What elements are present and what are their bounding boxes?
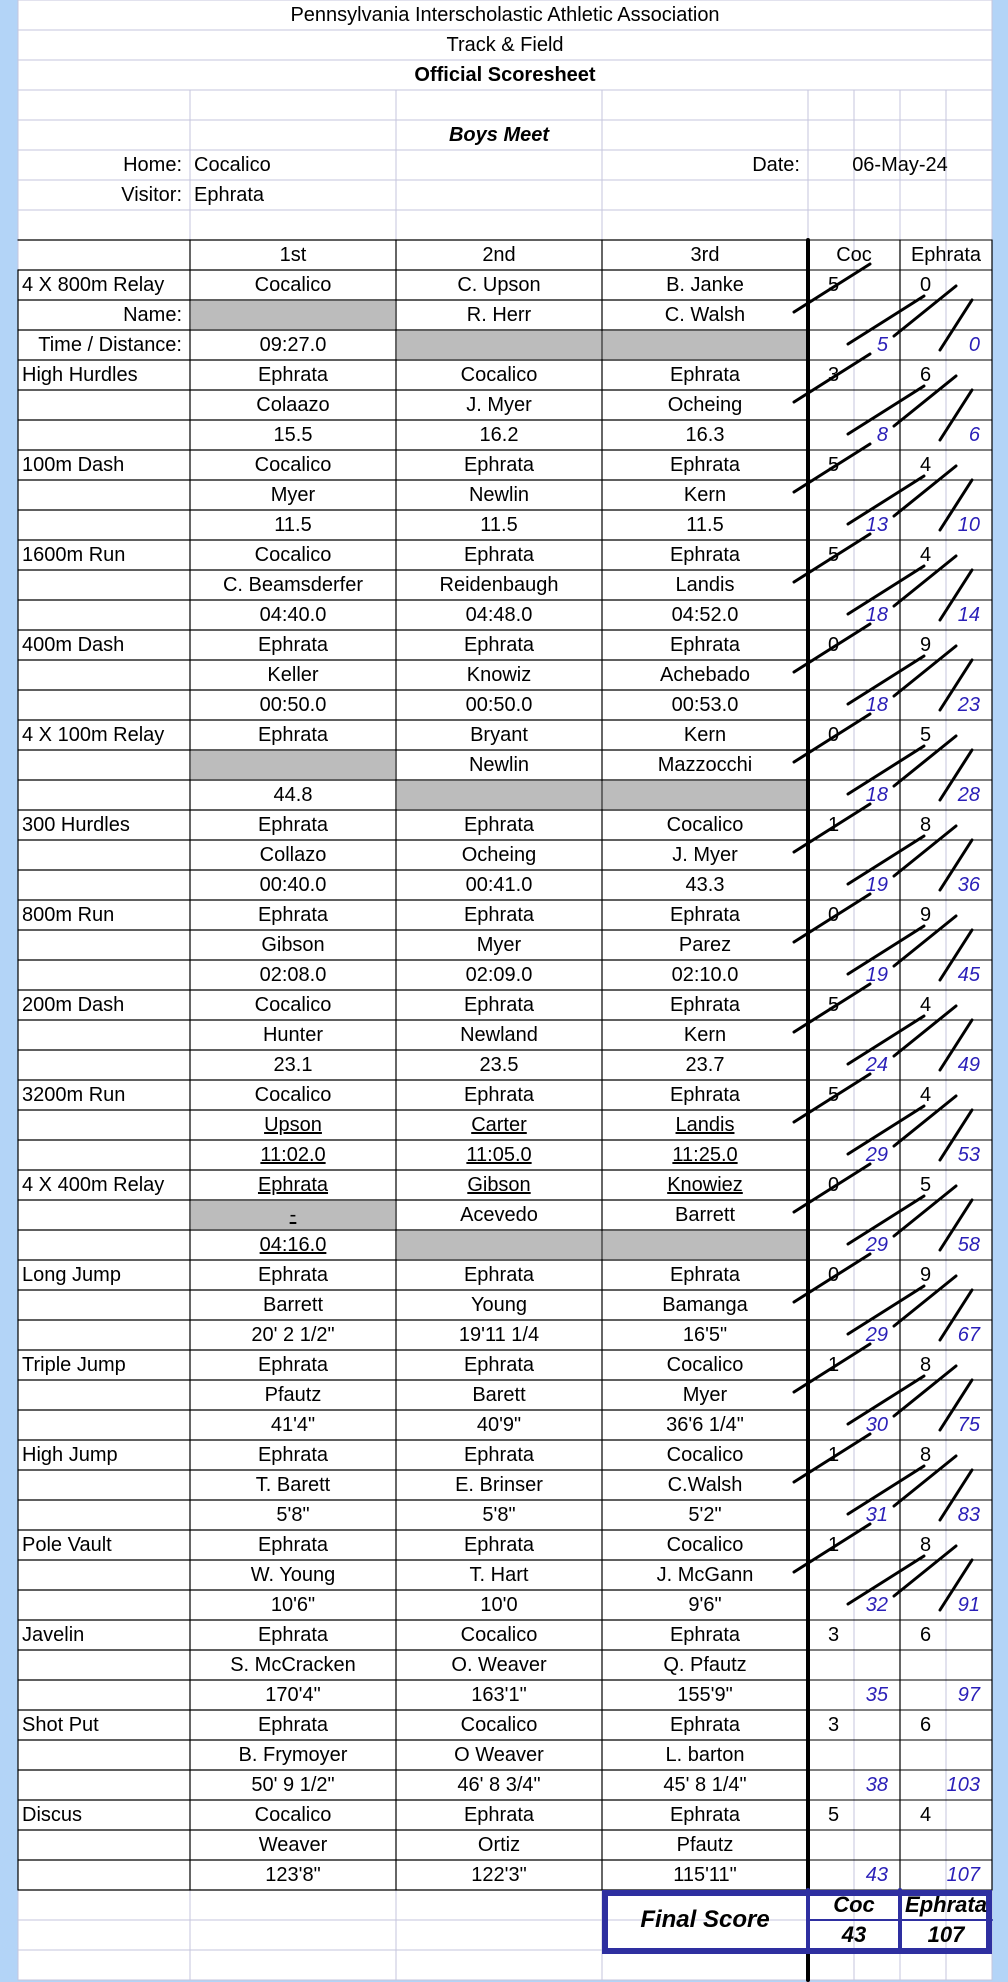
coc-event-points: 5 [828, 1083, 840, 1106]
result-name: Knowiz [466, 663, 532, 686]
result-name: Colaazo [256, 393, 330, 416]
result-team: Ephrata [669, 1803, 741, 1826]
result-name: R. Herr [466, 303, 532, 326]
result-team: Knowiez [667, 1173, 743, 1196]
result-name: W. Young [250, 1563, 336, 1586]
eph-event-points: 8 [920, 1353, 932, 1376]
col-header-third: 3rd [690, 243, 720, 266]
sport-title: Track & Field [446, 33, 564, 56]
result-mark: 11.5 [480, 513, 518, 536]
result-name: Gibson [261, 933, 325, 956]
eph-running-total: 58 [957, 1233, 980, 1256]
result-mark: 163'1" [471, 1683, 527, 1706]
result-name: O Weaver [454, 1743, 544, 1766]
result-name: C. Walsh [664, 303, 746, 326]
result-name: Myer [476, 933, 522, 956]
result-name: Ortiz [477, 1833, 521, 1856]
result-name: Barett [472, 1383, 526, 1406]
eph-event-points: 8 [920, 1533, 932, 1556]
result-team: Ephrata [669, 1713, 741, 1736]
result-team: Ephrata [669, 1263, 741, 1286]
eph-running-total: 45 [957, 963, 980, 986]
eph-event-points: 4 [920, 993, 932, 1016]
eph-running-total: 67 [957, 1323, 980, 1346]
result-mark: 40'9" [476, 1413, 522, 1436]
result-team: Ephrata [669, 543, 741, 566]
event-name: 400m Dash [22, 633, 125, 656]
result-team: Ephrata [669, 453, 741, 476]
result-mark: 19'11 1/4 [458, 1323, 540, 1346]
result-name: T. Barett [255, 1473, 331, 1496]
event-name: Discus [22, 1803, 83, 1826]
result-name: Achebado [659, 663, 751, 686]
eph-event-points: 9 [920, 633, 932, 656]
result-mark: 16.2 [479, 423, 519, 446]
eph-running-total: 49 [957, 1053, 980, 1076]
final-score-label: Final Score [640, 1906, 770, 1933]
result-mark: 10'6" [270, 1593, 316, 1616]
result-name: Collazo [259, 843, 327, 866]
coc-running-total: 35 [865, 1683, 888, 1706]
coc-running-total: 13 [865, 513, 888, 536]
result-team: Ephrata [669, 903, 741, 926]
result-team: Ephrata [257, 1713, 329, 1736]
result-name: Newlin [468, 753, 530, 776]
result-mark: 50' 9 1/2" [251, 1773, 335, 1796]
result-mark: 00:53.0 [671, 693, 739, 716]
result-mark [602, 330, 808, 360]
result-name: Reidenbaugh [439, 573, 559, 596]
coc-event-points: 5 [828, 273, 840, 296]
result-team: Ephrata [257, 1533, 329, 1556]
result-name: Barrett [674, 1203, 736, 1226]
result-team: Cocalico [460, 1713, 538, 1736]
eph-event-points: 5 [920, 1173, 932, 1196]
result-name: Hunter [262, 1023, 324, 1046]
result-mark: 43.3 [685, 873, 725, 896]
result-name: Myer [270, 483, 316, 506]
coc-event-points: 1 [828, 1443, 840, 1466]
result-name: Newlin [468, 483, 530, 506]
result-team: Ephrata [257, 363, 329, 386]
result-team: C. Upson [457, 273, 541, 296]
eph-running-total: 14 [957, 603, 980, 626]
time-row-label: Time / Distance: [38, 333, 182, 356]
result-name: C.Walsh [667, 1473, 743, 1496]
result-mark: 04:52.0 [671, 603, 739, 626]
event-name: 100m Dash [22, 453, 125, 476]
eph-running-total: 10 [957, 513, 980, 536]
coc-event-points: 5 [828, 993, 840, 1016]
result-mark: 11:25.0 [672, 1143, 738, 1166]
final-coc-score: 43 [841, 1922, 867, 1947]
eph-running-total: 23 [957, 693, 980, 716]
result-team: Ephrata [463, 1533, 535, 1556]
coc-running-total: 5 [876, 333, 888, 356]
result-mark: 170'4" [265, 1683, 321, 1706]
eph-event-points: 6 [920, 1713, 932, 1736]
date-value: 06-May-24 [852, 153, 948, 176]
result-mark: 02:08.0 [259, 963, 327, 986]
result-mark: 5'8" [276, 1503, 310, 1526]
result-mark: 10'0 [480, 1593, 518, 1616]
result-name: Acevedo [460, 1203, 538, 1226]
eph-running-total: 107 [946, 1863, 980, 1886]
result-mark: 04:16.0 [259, 1233, 327, 1256]
result-team: Ephrata [257, 723, 329, 746]
eph-event-points: 0 [920, 273, 932, 296]
coc-event-points: 5 [828, 453, 840, 476]
visitor-label: Visitor: [121, 183, 182, 206]
result-mark [602, 780, 808, 810]
coc-running-total: 19 [865, 873, 888, 896]
eph-event-points: 9 [920, 1263, 932, 1286]
result-team: Ephrata [257, 903, 329, 926]
coc-event-points: 5 [828, 543, 840, 566]
final-eph-score: 107 [927, 1922, 965, 1947]
result-team: Cocalico [460, 363, 538, 386]
result-team: Kern [683, 723, 727, 746]
coc-running-total: 19 [865, 963, 888, 986]
eph-running-total: 36 [957, 873, 980, 896]
result-team: Cocalico [460, 1623, 538, 1646]
eph-event-points: 8 [920, 813, 932, 836]
home-label: Home: [123, 153, 182, 176]
result-mark: 36'6 1/4" [666, 1413, 744, 1436]
result-name: Pfautz [676, 1833, 734, 1856]
eph-running-total: 103 [946, 1773, 980, 1796]
result-name: Pfautz [264, 1383, 322, 1406]
eph-running-total: 6 [968, 423, 980, 446]
result-mark: 5'8" [482, 1503, 516, 1526]
result-mark: 02:10.0 [671, 963, 739, 986]
event-name: 800m Run [22, 903, 115, 926]
result-name: Parez [678, 933, 732, 956]
result-mark: 5'2" [688, 1503, 722, 1526]
result-team: Ephrata [463, 633, 535, 656]
result-name: Landis [675, 573, 735, 596]
result-mark [602, 1230, 808, 1260]
coc-running-total: 18 [865, 603, 888, 626]
result-mark: 00:50.0 [259, 693, 327, 716]
result-team: Ephrata [463, 453, 535, 476]
event-name: High Hurdles [22, 363, 138, 386]
meet-type: Boys Meet [448, 123, 550, 146]
result-name: L. barton [665, 1743, 745, 1766]
result-team: Ephrata [257, 1623, 329, 1646]
result-mark: 02:09.0 [465, 963, 533, 986]
result-mark: 46' 8 3/4" [457, 1773, 541, 1796]
coc-running-total: 24 [865, 1053, 888, 1076]
result-name: Young [471, 1293, 527, 1316]
coc-running-total: 8 [876, 423, 888, 446]
result-mark: 123'8" [265, 1863, 321, 1886]
result-name: Ocheing [667, 393, 743, 416]
result-mark: 09:27.0 [259, 333, 327, 356]
result-mark: 00:40.0 [259, 873, 327, 896]
result-team: Ephrata [463, 1353, 535, 1376]
result-name: O. Weaver [451, 1653, 547, 1676]
result-mark: 41'4" [270, 1413, 316, 1436]
result-team: Cocalico [666, 1443, 744, 1466]
eph-running-total: 83 [957, 1503, 980, 1526]
result-name: Kern [683, 1023, 727, 1046]
eph-event-points: 9 [920, 903, 932, 926]
association-title: Pennsylvania Interscholastic Athletic Association [290, 3, 720, 26]
result-name: Q. Pfautz [663, 1653, 747, 1676]
name-row-label: Name: [123, 303, 182, 326]
result-name: J. McGann [656, 1563, 754, 1586]
result-mark: 11:05.0 [466, 1143, 532, 1166]
result-team: Ephrata [257, 813, 329, 836]
result-mark: 11.5 [686, 513, 724, 536]
result-team: Ephrata [463, 813, 535, 836]
col-header-second: 2nd [482, 243, 516, 266]
result-team: Cocalico [254, 453, 332, 476]
result-mark: 16'5" [682, 1323, 728, 1346]
final-coc-abbr: Coc [833, 1892, 875, 1917]
visitor-team: Ephrata [194, 183, 265, 206]
eph-event-points: 4 [920, 1083, 932, 1106]
coc-running-total: 32 [865, 1593, 888, 1616]
result-name: Ocheing [461, 843, 537, 866]
date-label: Date: [752, 153, 800, 176]
event-name: Shot Put [22, 1713, 99, 1736]
event-name: Pole Vault [22, 1533, 112, 1556]
coc-event-points: 0 [828, 1173, 840, 1196]
coc-event-points: 0 [828, 1263, 840, 1286]
result-name: Bamanga [662, 1293, 748, 1316]
result-name: Barrett [262, 1293, 324, 1316]
event-name: 1600m Run [22, 543, 126, 566]
result-team: B. Janke [666, 273, 744, 296]
eph-running-total: 28 [957, 783, 980, 806]
event-name: Javelin [22, 1623, 85, 1646]
result-name: Mazzocchi [657, 753, 753, 776]
eph-running-total: 97 [957, 1683, 980, 1706]
result-team: Cocalico [254, 1083, 332, 1106]
event-name: 4 X 400m Relay [22, 1173, 165, 1196]
result-mark: 11:02.0 [260, 1143, 326, 1166]
result-team: Ephrata [257, 1263, 329, 1286]
result-team: Ephrata [669, 363, 741, 386]
result-mark: 23.5 [479, 1053, 519, 1076]
col-header-first: 1st [279, 243, 307, 266]
result-mark: 44.8 [273, 783, 313, 806]
result-name: Newland [460, 1023, 538, 1046]
coc-event-points: 3 [828, 1623, 840, 1646]
coc-event-points: 5 [828, 1803, 840, 1826]
result-mark [396, 1230, 602, 1260]
result-name [190, 300, 396, 330]
coc-running-total: 18 [865, 783, 888, 806]
result-name: - [289, 1203, 297, 1226]
eph-event-points: 5 [920, 723, 932, 746]
event-name: 3200m Run [22, 1083, 126, 1106]
result-name: S. McCracken [230, 1653, 356, 1676]
eph-running-total: 75 [957, 1413, 980, 1436]
result-name: J. Myer [672, 843, 738, 866]
result-team: Cocalico [666, 813, 744, 836]
result-team: Ephrata [257, 1173, 329, 1196]
result-name: Myer [682, 1383, 728, 1406]
result-name: Weaver [258, 1833, 328, 1856]
result-team: Ephrata [669, 633, 741, 656]
coc-event-points: 3 [828, 1713, 840, 1736]
result-team: Cocalico [666, 1353, 744, 1376]
coc-running-total: 29 [865, 1323, 888, 1346]
event-name: High Jump [22, 1443, 118, 1466]
result-name: Kern [683, 483, 727, 506]
result-name: C. Beamsderfer [222, 573, 364, 596]
result-name [190, 750, 396, 780]
result-name: Carter [471, 1113, 527, 1136]
coc-event-points: 1 [828, 1353, 840, 1376]
result-mark: 122'3" [471, 1863, 527, 1886]
coc-running-total: 43 [865, 1863, 888, 1886]
eph-event-points: 6 [920, 363, 932, 386]
result-mark: 23.7 [685, 1053, 725, 1076]
eph-event-points: 6 [920, 1623, 932, 1646]
event-name: 4 X 800m Relay [22, 273, 165, 296]
result-mark: 15.5 [273, 423, 313, 446]
result-team: Ephrata [463, 1803, 535, 1826]
coc-running-total: 18 [865, 693, 888, 716]
result-mark: 115'11" [673, 1863, 737, 1886]
eph-running-total: 53 [957, 1143, 980, 1166]
result-mark: 23.1 [273, 1053, 313, 1076]
result-name: Keller [267, 663, 319, 686]
eph-event-points: 4 [920, 453, 932, 476]
result-team: Ephrata [669, 1623, 741, 1646]
coc-event-points: 1 [828, 1533, 840, 1556]
result-team: Cocalico [254, 993, 332, 1016]
event-name: 300 Hurdles [22, 813, 130, 836]
coc-running-total: 38 [865, 1773, 888, 1796]
result-mark: 9'6" [688, 1593, 722, 1616]
event-name: 4 X 100m Relay [22, 723, 165, 746]
coc-event-points: 1 [828, 813, 840, 836]
col-header-visitor: Ephrata [910, 243, 982, 266]
result-mark: 00:41.0 [465, 873, 533, 896]
eph-event-points: 4 [920, 543, 932, 566]
result-team: Ephrata [463, 903, 535, 926]
eph-running-total: 0 [968, 333, 980, 356]
result-team: Cocalico [254, 543, 332, 566]
eph-running-total: 91 [957, 1593, 980, 1616]
result-team: Ephrata [463, 1263, 535, 1286]
col-header-home: Coc [836, 243, 872, 266]
result-team: Cocalico [666, 1533, 744, 1556]
result-team: Ephrata [669, 1083, 741, 1106]
result-team: Bryant [470, 723, 528, 746]
result-name: T. Hart [469, 1563, 529, 1586]
eph-event-points: 8 [920, 1443, 932, 1466]
result-name: B. Frymoyer [238, 1743, 348, 1766]
result-team: Ephrata [463, 1083, 535, 1106]
home-team: Cocalico [194, 153, 271, 176]
result-mark: 11.5 [274, 513, 312, 536]
result-team: Ephrata [257, 1443, 329, 1466]
event-name: 200m Dash [22, 993, 125, 1016]
event-name: Long Jump [22, 1263, 121, 1286]
result-mark [396, 780, 602, 810]
coc-event-points: 3 [828, 363, 840, 386]
coc-running-total: 30 [865, 1413, 888, 1436]
result-name: Upson [264, 1113, 322, 1136]
coc-event-points: 0 [828, 723, 840, 746]
coc-running-total: 29 [865, 1143, 888, 1166]
event-name: Triple Jump [22, 1353, 126, 1376]
result-mark: 00:50.0 [465, 693, 533, 716]
eph-event-points: 4 [920, 1803, 932, 1826]
result-mark: 155'9" [677, 1683, 733, 1706]
result-name: J. Myer [466, 393, 532, 416]
result-team: Ephrata [669, 993, 741, 1016]
result-team: Gibson [467, 1173, 531, 1196]
result-team: Cocalico [254, 273, 332, 296]
result-team: Ephrata [463, 1443, 535, 1466]
coc-event-points: 0 [828, 903, 840, 926]
result-name: Landis [675, 1113, 735, 1136]
result-mark: 16.3 [685, 423, 725, 446]
sheet-title: Official Scoresheet [414, 63, 596, 86]
result-team: Cocalico [254, 1803, 332, 1826]
result-mark: 20' 2 1/2" [251, 1323, 335, 1346]
result-team: Ephrata [463, 543, 535, 566]
coc-running-total: 31 [865, 1503, 888, 1526]
coc-event-points: 0 [828, 633, 840, 656]
final-eph-abbr: Ephrata [905, 1892, 987, 1917]
result-mark: 04:48.0 [465, 603, 533, 626]
result-team: Ephrata [257, 633, 329, 656]
result-mark: 45' 8 1/4" [663, 1773, 747, 1796]
result-team: Ephrata [257, 1353, 329, 1376]
result-mark: 04:40.0 [259, 603, 327, 626]
result-mark [396, 330, 602, 360]
result-team: Ephrata [463, 993, 535, 1016]
result-name: E. Brinser [455, 1473, 543, 1496]
coc-running-total: 29 [865, 1233, 888, 1256]
